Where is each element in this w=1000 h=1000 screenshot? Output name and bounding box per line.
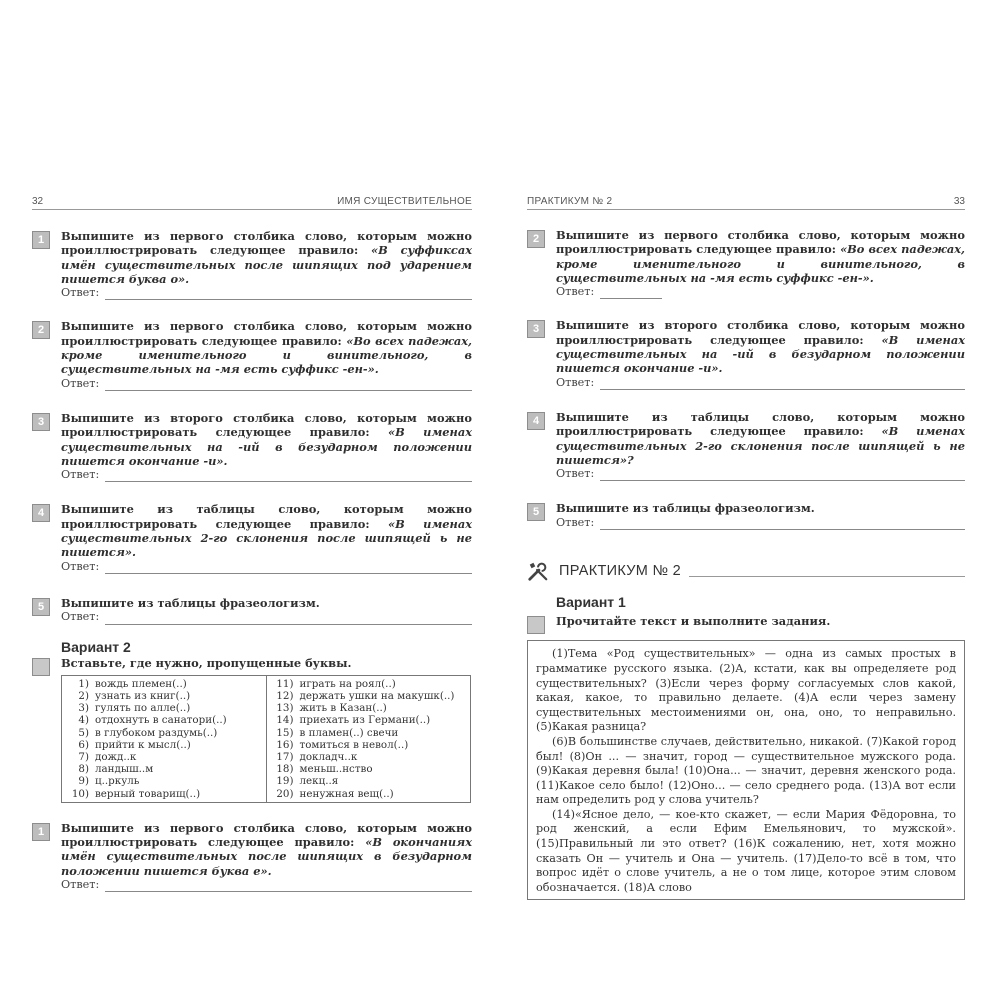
task-2: [527, 228, 965, 299]
praktikum-title: ПРАКТИКУМ № 2: [559, 563, 681, 580]
task-text: [61, 502, 472, 559]
task-2: [32, 319, 472, 390]
word-table-column-1: [62, 675, 267, 802]
page-number-right: 33: [953, 196, 965, 207]
task-text-plain: Выпишите из таблицы фразеологизм.: [61, 595, 320, 610]
chapter-title: ИМЯ СУЩЕСТВИТЕЛЬНОЕ: [337, 196, 472, 207]
tools-icon: [527, 560, 549, 582]
task-text: [61, 229, 472, 286]
word-table-row: [272, 714, 466, 726]
answer-row: [61, 377, 472, 391]
task-number-badge: 3: [527, 320, 545, 338]
word-item: в пламен(..) свечи: [299, 726, 399, 739]
answer-line[interactable]: [600, 469, 965, 481]
task-number-badge: 3: [32, 413, 50, 431]
task-instruction: Вставьте, где нужно, пропущенные буквы.: [61, 655, 352, 670]
task-rule-text: «В именах существительных 2-го склонения после шипящей ь не пишется»?: [556, 424, 965, 467]
word-number: 19): [276, 775, 294, 788]
task-number-badge: 5: [527, 503, 545, 521]
word-number: 16): [276, 738, 294, 751]
task-rule-text: «Во всех падежах, кроме именительного и винительного, в существительных на -мя есть суффикс -ен-».: [61, 333, 472, 377]
word-table-row: [272, 727, 466, 739]
word-item: докладч..к: [299, 751, 358, 764]
task-number-badge: 4: [32, 504, 50, 522]
right-page-header: [527, 195, 965, 210]
answer-row: [556, 376, 965, 390]
answer-row: [61, 468, 472, 482]
task-rule-text: «Во всех падежах, кроме именительного и винительного, в существительных на -мя есть суффикс -ен-».: [556, 242, 965, 285]
word-item: жить в Казан(..): [299, 702, 387, 715]
task-number-badge: 2: [32, 321, 50, 339]
word-table-row: [67, 763, 261, 775]
word-number: 12): [276, 690, 294, 703]
task-4: [527, 410, 965, 481]
word-number: 1): [78, 677, 89, 690]
right-page: [527, 195, 965, 900]
word-number: 20): [276, 787, 294, 800]
task-text-plain: Выпишите из таблицы слово, которым можно проиллюстрировать следующее правило:: [61, 502, 472, 531]
task-5: [527, 501, 965, 530]
answer-line[interactable]: [105, 288, 472, 300]
word-item: ц..ркуль: [95, 775, 140, 788]
task-4: [32, 502, 472, 573]
task-text-plain: Выпишите из таблицы фразеологизм.: [556, 501, 815, 516]
task-text-plain: Выпишите из таблицы слово, которым можно проиллюстрировать следующее правило:: [556, 409, 965, 439]
task-instruction: Прочитайте текст и выполните задания.: [556, 614, 831, 629]
task-rule-text: «В именах существительных на -ий в безударном положении пишется окончание -и».: [556, 332, 965, 376]
word-number: 14): [276, 714, 294, 727]
answer-label: Ответ:: [61, 559, 100, 573]
word-item: томиться в невол(..): [299, 738, 409, 751]
word-table-row: [67, 739, 261, 751]
answer-row: [61, 560, 472, 574]
reading-text-box: [527, 640, 965, 900]
word-item: ненужная вещ(..): [299, 787, 394, 800]
word-table-row: [272, 702, 466, 714]
word-table-row: [272, 751, 466, 763]
word-table-row: [67, 775, 261, 787]
reading-paragraph: (1)Тема «Род существительных» — одна из самых простых в грамматике русского языка. (2)А, кстати, как вы определяете род существительных? (3)Если через форму согласуемых слов какой, какая, какое, то правильно делаете. (4)А если через замену существительных местоимениями он, она, оно, то неправильно. (5)Какая разница?: [536, 647, 956, 734]
answer-label: Ответ:: [61, 376, 100, 390]
word-table-row: [67, 678, 261, 690]
answer-row: [556, 467, 965, 481]
task-1: [32, 229, 472, 300]
word-number: 9): [78, 775, 89, 788]
task-text-plain: Выпишите из второго столбика слово, которым можно проиллюстрировать следующее правило:: [556, 318, 965, 347]
task-text-plain: Выпишите из первого столбика слово, которым можно проиллюстрировать следующее правило:: [61, 229, 472, 258]
task-text-plain: Выпишите из первого столбика слово, которым можно проиллюстрировать следующее правило:: [61, 319, 472, 348]
word-table-row: [272, 739, 466, 751]
variant-2-title: Вариант 2: [61, 638, 131, 655]
word-number: 6): [78, 738, 89, 751]
word-table-row: [67, 690, 261, 702]
word-item: гулять по алле(..): [95, 702, 191, 715]
word-table: [61, 675, 471, 803]
word-table-row: [67, 788, 261, 800]
word-item: отдохнуть в санатори(..): [95, 714, 227, 727]
task-text: [61, 596, 472, 610]
answer-line[interactable]: [600, 518, 965, 530]
task-insert-letters: [32, 656, 472, 670]
word-item: в глубоком раздумь(..): [95, 726, 218, 739]
task-number-badge: 4: [527, 412, 545, 430]
page-number-left: 32: [32, 196, 44, 207]
word-number: 8): [78, 763, 89, 776]
word-number: 2): [78, 690, 89, 703]
answer-label: Ответ:: [556, 515, 595, 529]
answer-label: Ответ:: [61, 286, 100, 300]
praktikum-heading: [527, 560, 965, 582]
word-number: 17): [276, 751, 294, 764]
left-page: [32, 195, 472, 892]
task-number-badge: 5: [32, 598, 50, 616]
word-item: держать ушки на макушк(..): [299, 690, 455, 703]
answer-line[interactable]: [105, 880, 472, 892]
task-number-badge: 2: [527, 230, 545, 248]
variant-1-title: Вариант 1: [556, 594, 626, 611]
word-item: приехать из Германи(..): [299, 714, 431, 727]
left-page-header: [32, 195, 472, 210]
task-rule-text: «В именах существительных на -ий в безударном положении пишется окончание -и».: [61, 425, 472, 468]
word-item: меньш..нство: [299, 763, 373, 776]
task-1: [32, 821, 472, 892]
task-rule-text: «В суффиксах имён существительных после шипящих под ударением пишется буква о».: [61, 243, 472, 286]
task-marker-icon: [527, 616, 545, 634]
task-text: [556, 228, 965, 285]
task-text: [556, 318, 965, 375]
task-text-plain: Выпишите из первого столбика слово, которым можно проиллюстрировать следующее правило:: [556, 228, 965, 257]
word-table-row: [272, 788, 466, 800]
answer-row: [556, 516, 965, 530]
task-rule-text: «В именах существительных 2-го склонения после шипящей ь не пишется».: [61, 516, 472, 560]
task-number-badge: 1: [32, 231, 50, 249]
answer-label: Ответ:: [61, 610, 100, 624]
answer-label: Ответ:: [61, 878, 100, 892]
task-3: [527, 318, 965, 389]
word-item: лекц..я: [299, 775, 339, 788]
answer-row: [61, 610, 472, 624]
task-text: [61, 821, 472, 878]
answer-line[interactable]: [105, 613, 472, 625]
task-5: [32, 596, 472, 625]
word-table-row: [272, 763, 466, 775]
word-table-row: [67, 727, 261, 739]
answer-label: Ответ:: [556, 375, 595, 389]
word-number: 3): [78, 702, 89, 715]
answer-label: Ответ:: [61, 468, 100, 482]
word-number: 18): [276, 763, 294, 776]
word-item: ландыш..м: [95, 763, 154, 776]
task-3: [32, 411, 472, 482]
heading-rule: [689, 565, 965, 577]
word-item: прийти к мысл(..): [95, 738, 191, 751]
answer-line[interactable]: [600, 378, 965, 390]
word-table-row: [67, 714, 261, 726]
reading-paragraph: (14)«Ясное дело, — кое-кто скажет, — если Мария Фёдоровна, то род женский, а если Ефим Емельянович, то мужской». (15)Правильный ли это ответ? (16)К сожалению, нет, хотя можно сказать Он — учитель и Она — учитель. (17)Дело-то всё в том, что вопрос идёт о слове учитель, а не о том лице, которое этим словом обозначается. (18)А слово: [536, 807, 956, 894]
word-table-row: [67, 751, 261, 763]
task-text: [556, 501, 965, 515]
word-table-row: [272, 775, 466, 787]
word-number: 13): [276, 702, 294, 715]
task-text: [556, 410, 965, 467]
word-number: 4): [78, 714, 89, 727]
task-text: [61, 411, 472, 468]
word-table-row: [272, 690, 466, 702]
section-title: ПРАКТИКУМ № 2: [527, 196, 613, 207]
answer-row: [556, 285, 965, 299]
task-marker-icon: [32, 658, 50, 676]
answer-label: Ответ:: [556, 467, 595, 481]
task-text: [61, 319, 472, 376]
word-number: 15): [276, 726, 294, 739]
word-table-row: [272, 678, 466, 690]
word-number: 5): [78, 726, 89, 739]
word-number: 7): [78, 751, 89, 764]
word-table-row: [67, 702, 261, 714]
task-number-badge: 1: [32, 823, 50, 841]
task-read-text: [527, 614, 965, 628]
word-item: вождь племен(..): [95, 677, 187, 690]
task-text-plain: Выпишите из второго столбика слово, которым можно проиллюстрировать следующее правило:: [61, 410, 472, 440]
answer-line[interactable]: [105, 470, 472, 482]
answer-line[interactable]: [105, 562, 472, 574]
reading-paragraph: (6)В большинстве случаев, действительно, никакой. (7)Какой город был! (8)Он ... — значит, город — существительное мужского рода. (9)Какая деревня была! (10)Она... — значит, деревня женского рода. (11)Какое село было! (12)Оно... — село среднего рода. (13)А вот если нам определить род у слова учитель?: [536, 734, 956, 807]
answer-row: [61, 878, 472, 892]
answer-row: [61, 286, 472, 300]
word-number: 11): [276, 677, 294, 690]
answer-line[interactable]: [600, 287, 662, 299]
word-item: дожд..к: [95, 751, 137, 764]
word-item: верный товарищ(..): [95, 787, 201, 800]
word-number: 10): [71, 787, 89, 800]
task-rule-text: «В окончаниях имён существительных после шипящих в безударном положении пишется буква е».: [61, 835, 473, 878]
word-item: играть на роял(..): [299, 677, 396, 690]
task-text-plain: Выпишите из первого столбика слово, которым можно проиллюстрировать следующее правило:: [61, 820, 472, 850]
word-item: узнать из книг(..): [95, 690, 191, 703]
answer-label: Ответ:: [556, 285, 595, 299]
word-table-column-2: [266, 675, 471, 802]
answer-line[interactable]: [105, 379, 472, 391]
